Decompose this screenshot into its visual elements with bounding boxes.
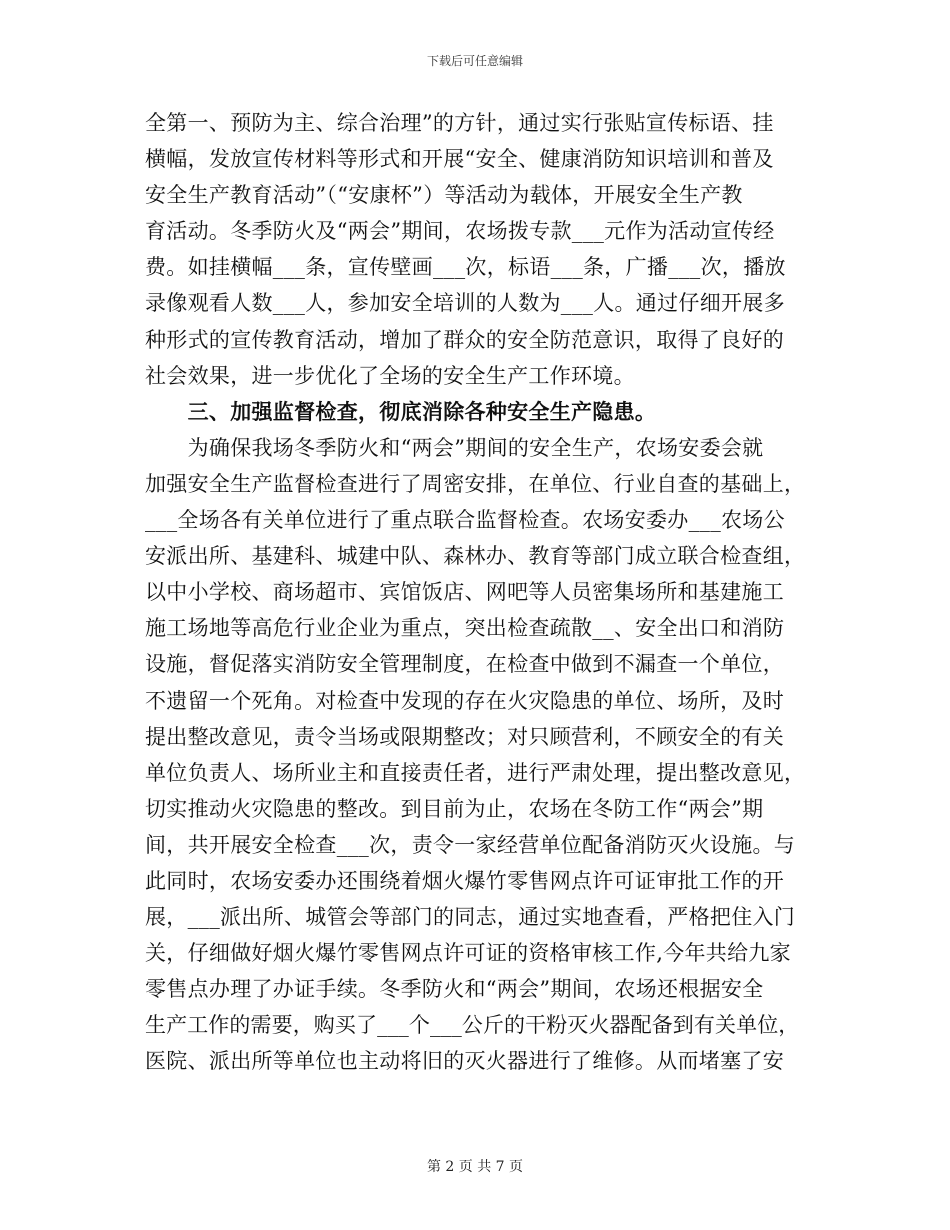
page-number: 第 2 页 共 7 页 xyxy=(426,1159,524,1175)
text-line: 育活动。冬季防火及“两会”期间，农场拨专款___元作为活动宣传经 xyxy=(145,219,775,244)
text-line: 全第一、预防为主、综合治理”的方针，通过实行张贴宣传标语、挂 xyxy=(145,111,774,135)
text-line: 展，___派出所、城管会等部门的同志，通过实地查看，严格把住入门 xyxy=(145,905,796,930)
text-line: 以中小学校、商场超市、宾馆饭店、网吧等人员密集场所和基建施工 xyxy=(145,580,784,605)
text-line: 不遗留一个死角。对检查中发现的存在火灾隐患的单位、场所，及时 xyxy=(145,688,784,713)
text-line: 单位负责人、场所业主和直接责任者，进行严肃处理，提出整改意见， xyxy=(145,760,806,785)
text-line: 为确保我场冬季防火和“两会”期间的安全生产，农场安委会就 xyxy=(145,435,764,460)
text-line: 加强安全生产监督检查进行了周密安排，在单位、行业自查的基础上， xyxy=(145,471,806,496)
text-line: 横幅，发放宣传材料等形式和开展“安全、健康消防知识培训和普及 xyxy=(145,147,774,172)
text-line: 关，仔细做好烟火爆竹零售网点许可证的资格审核工作,今年共给九家 xyxy=(145,941,791,966)
text-line: 费。如挂横幅___条，宣传壁画___次，标语___条，广播___次，播放 xyxy=(145,255,786,280)
text-line: 零售点办理了办证手续。冬季防火和“两会”期间，农场还根据安全 xyxy=(145,977,764,1002)
text-line: 提出整改意见，责令当场或限期整改；对只顾营利，不顾安全的有关 xyxy=(145,724,784,749)
document-body xyxy=(145,105,805,1080)
text-line: 切实推动火灾隐患的整改。到目前为止，农场在冬防工作“两会”期 xyxy=(145,796,764,821)
text-line: 设施，督促落实消防安全管理制度，在检查中做到不漏查一个单位， xyxy=(145,652,784,677)
section-heading: 三、加强监督检查，彻底消除各种安全生产隐患。 xyxy=(145,398,657,424)
text-line: 安全生产教育活动”（“安康杯”）等活动为载体，开展安全生产教 xyxy=(145,183,743,208)
text-line: 间，共开展安全检查___次，责令一家经营单位配备消防灭火设施。与 xyxy=(145,832,796,857)
text-line: ___全场各有关单位进行了重点联合监督检查。农场安委办___农场公 xyxy=(145,508,785,533)
text-line: 生产工作的需要，购买了___个___公斤的干粉灭火器配备到有关单位， xyxy=(145,1013,800,1038)
text-line: 安派出所、基建科、城建中队、森林办、教育等部门成立联合检查组， xyxy=(145,544,806,569)
text-line: 种形式的宣传教育活动，增加了群众的安全防范意识，取得了良好的 xyxy=(145,327,784,352)
text-line: 录像观看人数___人，参加安全培训的人数为___人。通过仔细开展多 xyxy=(145,291,785,316)
text-line: 施工场地等高危行业企业为重点，突出检查疏散__、安全出口和消防 xyxy=(145,616,785,641)
text-line: 社会效果，进一步优化了全场的安全生产工作环境。 xyxy=(145,363,635,388)
text-line: 此同时，农场安委办还围绕着烟火爆竹零售网点许可证审批工作的开 xyxy=(145,868,784,893)
page-header: 下载后可任意编辑 xyxy=(426,54,523,68)
text-line: 医院、派出所等单位也主动将旧的灭火器进行了维修。从而堵塞了安 xyxy=(145,1049,784,1074)
